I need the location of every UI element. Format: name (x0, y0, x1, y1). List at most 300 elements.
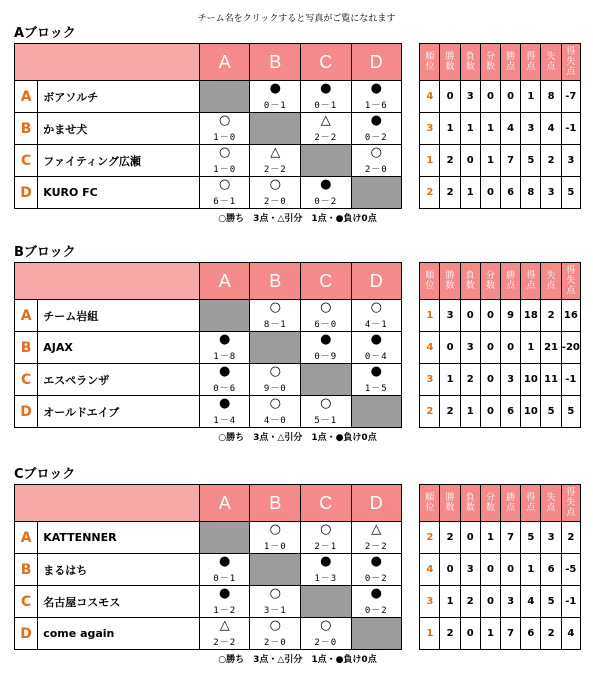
stat-value: 2 (440, 618, 460, 650)
header-row (15, 485, 581, 522)
stat-header (541, 263, 561, 300)
team-name-link[interactable]: KATTENNER (38, 522, 200, 554)
result-mark: △ (320, 113, 331, 128)
stat-header (480, 44, 500, 81)
self-match-cell (351, 618, 402, 650)
stat-header (501, 263, 521, 300)
result-score: 0－2 (364, 133, 388, 143)
team-row (15, 618, 581, 650)
self-match-cell (301, 364, 352, 396)
block-title: Cブロック (14, 467, 76, 482)
result-score: 2－2 (213, 638, 237, 648)
match-result-cell (199, 396, 250, 428)
team-row (15, 396, 581, 428)
stat-header-label: 負数 (465, 493, 475, 513)
rank-value: 2 (420, 522, 440, 554)
stat-header (420, 44, 440, 81)
result-mark: ● (269, 81, 281, 96)
result-mark: ● (219, 554, 231, 569)
result-mark: ● (320, 81, 332, 96)
team-name-link[interactable]: エスペランザ (38, 364, 200, 396)
header-blank-cell (15, 44, 200, 81)
rank-value: 4 (420, 81, 440, 113)
self-match-cell (351, 396, 402, 428)
result-mark: ● (320, 554, 332, 569)
match-result-cell (351, 522, 402, 554)
result-score: 1－0 (213, 133, 237, 143)
match-result-cell (250, 586, 301, 618)
self-match-cell (301, 145, 352, 177)
stat-header (460, 263, 480, 300)
stat-value: 16 (561, 300, 580, 332)
match-result-cell (199, 145, 250, 177)
result-mark: ○ (269, 364, 281, 379)
stat-value: 5 (541, 396, 561, 428)
result-score: 5－1 (314, 416, 338, 426)
spacer-cell (402, 618, 420, 650)
self-match-cell (301, 586, 352, 618)
team-letter: C (15, 364, 38, 396)
result-mark: ○ (269, 618, 281, 633)
result-mark: ○ (370, 145, 382, 160)
team-letter: B (15, 554, 38, 586)
spacer-cell (402, 81, 420, 113)
stat-value: 6 (501, 396, 521, 428)
team-name-link[interactable]: come again (38, 618, 200, 650)
stat-value: 2 (541, 300, 561, 332)
stat-header (420, 485, 440, 522)
column-header-d: D (351, 485, 402, 522)
standings-table (14, 43, 581, 209)
header-row (15, 263, 581, 300)
stat-value: 0 (480, 364, 500, 396)
team-name-link[interactable]: かませ犬 (38, 113, 200, 145)
team-row (15, 113, 581, 145)
stat-header-label: 勝数 (445, 52, 455, 72)
stat-header (480, 263, 500, 300)
stat-value: 6 (541, 554, 561, 586)
result-score: 2－0 (263, 197, 287, 207)
match-result-cell (351, 81, 402, 113)
stat-value: 10 (521, 396, 541, 428)
team-name-link[interactable]: オールドエイブ (38, 396, 200, 428)
match-result-cell (301, 554, 352, 586)
column-header-c: C (301, 44, 352, 81)
match-result-cell (301, 396, 352, 428)
column-header-a: A (199, 485, 250, 522)
stat-value: 8 (521, 177, 541, 209)
header-row (15, 44, 581, 81)
stat-header-label: 分数 (485, 493, 495, 513)
stat-value: 0 (440, 81, 460, 113)
stat-value: -1 (561, 113, 580, 145)
result-score: 1－5 (364, 384, 388, 394)
stat-value: 1 (440, 586, 460, 618)
stat-header (541, 485, 561, 522)
points-legend: ○勝ち 3点・△引分 1点・●負け0点 (218, 214, 377, 224)
stat-header-label: 勝点 (506, 52, 516, 72)
stat-value: 1 (440, 113, 460, 145)
team-name-link[interactable]: AJAX (38, 332, 200, 364)
stat-value: 0 (440, 554, 460, 586)
rank-value: 4 (420, 332, 440, 364)
result-mark: ○ (269, 396, 281, 411)
result-score: 0－2 (314, 197, 338, 207)
stat-value: 11 (541, 364, 561, 396)
stat-value: 2 (440, 522, 460, 554)
points-legend: ○勝ち 3点・△引分 1点・●負け0点 (218, 655, 377, 665)
match-result-cell (351, 332, 402, 364)
match-result-cell (351, 364, 402, 396)
team-row (15, 554, 581, 586)
stat-header (521, 263, 541, 300)
spacer-cell (402, 554, 420, 586)
spacer-cell (402, 44, 420, 81)
team-row (15, 332, 581, 364)
team-letter: D (15, 618, 38, 650)
match-result-cell (301, 113, 352, 145)
stat-header (460, 44, 480, 81)
self-match-cell (351, 177, 402, 209)
stat-header-label: 順位 (425, 52, 435, 72)
match-result-cell (199, 364, 250, 396)
result-mark: △ (219, 618, 230, 633)
stat-value: 4 (521, 586, 541, 618)
stat-value: 6 (501, 177, 521, 209)
spacer-cell (402, 586, 420, 618)
match-result-cell (351, 113, 402, 145)
result-mark: ○ (269, 300, 281, 315)
result-score: 0－1 (213, 574, 237, 584)
team-row (15, 522, 581, 554)
stat-header-label: 勝数 (445, 493, 455, 513)
result-score: 2－0 (263, 638, 287, 648)
column-header-b: B (250, 485, 301, 522)
column-header-a: A (199, 263, 250, 300)
standings-table (14, 262, 581, 428)
result-score: 2－1 (314, 542, 338, 552)
stat-value: 2 (561, 522, 580, 554)
stat-value: 3 (541, 177, 561, 209)
column-header-a: A (199, 44, 250, 81)
match-result-cell (301, 522, 352, 554)
team-row (15, 81, 581, 113)
stat-value: 0 (501, 554, 521, 586)
result-mark: ○ (269, 586, 281, 601)
stat-header-label: 勝点 (506, 493, 516, 513)
spacer-cell (402, 263, 420, 300)
team-letter: A (15, 522, 38, 554)
match-result-cell (301, 618, 352, 650)
team-letter: D (15, 177, 38, 209)
column-header-b: B (250, 44, 301, 81)
result-score: 4－1 (364, 320, 388, 330)
rank-value: 1 (420, 300, 440, 332)
spacer-cell (402, 485, 420, 522)
result-mark: ● (219, 586, 231, 601)
stat-value: -7 (561, 81, 580, 113)
header-blank-cell (15, 263, 200, 300)
stat-value: 0 (480, 396, 500, 428)
result-mark: ○ (320, 396, 332, 411)
self-match-cell (199, 81, 250, 113)
stat-value: -1 (561, 364, 580, 396)
stat-header (480, 485, 500, 522)
team-row (15, 364, 581, 396)
result-score: 9－0 (263, 384, 287, 394)
match-result-cell (351, 300, 402, 332)
team-row (15, 300, 581, 332)
match-result-cell (250, 396, 301, 428)
stat-value: 0 (480, 300, 500, 332)
stat-value: -5 (561, 554, 580, 586)
stat-value: 4 (561, 618, 580, 650)
result-score: 6－1 (213, 197, 237, 207)
team-name-link[interactable]: まるはち (38, 554, 200, 586)
stat-header (521, 44, 541, 81)
result-score: 8－1 (263, 320, 287, 330)
stat-value: 2 (440, 145, 460, 177)
stat-value: 2 (460, 586, 480, 618)
stat-value: 1 (521, 554, 541, 586)
result-score: 0－1 (314, 101, 338, 111)
stat-value: 7 (501, 145, 521, 177)
result-mark: ● (370, 113, 382, 128)
stat-value: 3 (501, 364, 521, 396)
result-score: 3－1 (263, 606, 287, 616)
self-match-cell (199, 300, 250, 332)
spacer-cell (402, 145, 420, 177)
stat-value: 0 (460, 145, 480, 177)
match-result-cell (199, 113, 250, 145)
stat-header-label: 負数 (465, 271, 475, 291)
result-score: 0－6 (213, 384, 237, 394)
stat-value: 7 (501, 522, 521, 554)
block-title: Aブロック (14, 26, 76, 41)
result-score: 0－2 (364, 606, 388, 616)
spacer-cell (402, 396, 420, 428)
result-mark: ● (370, 332, 382, 347)
result-mark: ● (219, 396, 231, 411)
match-result-cell (199, 554, 250, 586)
team-row (15, 177, 581, 209)
stat-header (501, 485, 521, 522)
stat-header-label: 失点 (546, 271, 556, 291)
block-b (14, 245, 581, 443)
result-score: 0－2 (364, 574, 388, 584)
stat-value: 2 (440, 177, 460, 209)
team-name-link[interactable]: 名古屋コスモス (38, 586, 200, 618)
result-mark: ● (219, 332, 231, 347)
result-score: 1－2 (213, 606, 237, 616)
column-header-c: C (301, 485, 352, 522)
match-result-cell (351, 554, 402, 586)
match-result-cell (301, 300, 352, 332)
stat-header-label: 勝数 (445, 271, 455, 291)
self-match-cell (250, 113, 301, 145)
stat-value: 5 (541, 586, 561, 618)
stat-value: 4 (501, 113, 521, 145)
stat-header-label: 得点 (526, 493, 536, 513)
result-score: 0－4 (364, 352, 388, 362)
stat-value: 0 (480, 586, 500, 618)
self-match-cell (250, 554, 301, 586)
result-score: 4－0 (263, 416, 287, 426)
stat-value: -20 (561, 332, 580, 364)
stat-value: 5 (561, 177, 580, 209)
header-blank-cell (15, 485, 200, 522)
standings-table (14, 484, 581, 650)
self-match-cell (199, 522, 250, 554)
stat-header (440, 44, 460, 81)
stat-value: 1 (480, 618, 500, 650)
result-score: 2－2 (263, 165, 287, 175)
stat-header-label: 順位 (425, 493, 435, 513)
result-score: 1－6 (364, 101, 388, 111)
result-score: 1－8 (213, 352, 237, 362)
stat-value: 5 (561, 396, 580, 428)
rank-value: 3 (420, 113, 440, 145)
team-name-link[interactable]: チーム岩組 (38, 300, 200, 332)
stat-value: 8 (541, 81, 561, 113)
result-mark: ● (219, 364, 231, 379)
stat-value: 10 (521, 364, 541, 396)
stat-value: 9 (501, 300, 521, 332)
result-score: 2－2 (364, 542, 388, 552)
block-a (14, 26, 581, 224)
match-result-cell (199, 618, 250, 650)
stat-header (440, 485, 460, 522)
stat-value: 3 (460, 81, 480, 113)
column-header-d: D (351, 263, 402, 300)
stat-value: 0 (501, 81, 521, 113)
stat-value: 3 (460, 332, 480, 364)
stat-header (561, 44, 580, 81)
team-name-link[interactable]: ファイティング広瀬 (38, 145, 200, 177)
rank-value: 1 (420, 618, 440, 650)
stat-header (460, 485, 480, 522)
stat-header-label: 負数 (465, 52, 475, 72)
stat-header-label: 得失点 (566, 47, 576, 77)
team-name-link[interactable]: ボアソルチ (38, 81, 200, 113)
team-letter: A (15, 81, 38, 113)
stat-header (561, 485, 580, 522)
stat-header-label: 得点 (526, 271, 536, 291)
points-legend: ○勝ち 3点・△引分 1点・●負け0点 (218, 433, 377, 443)
stat-value: 3 (561, 145, 580, 177)
stat-value: 1 (460, 113, 480, 145)
rank-value: 4 (420, 554, 440, 586)
match-result-cell (250, 618, 301, 650)
result-score: 1－0 (263, 542, 287, 552)
column-header-b: B (250, 263, 301, 300)
team-letter: A (15, 300, 38, 332)
stat-header-label: 失点 (546, 493, 556, 513)
spacer-cell (402, 113, 420, 145)
match-result-cell (250, 522, 301, 554)
stat-header-label: 失点 (546, 52, 556, 72)
block-c (14, 467, 581, 665)
result-score: 2－0 (314, 638, 338, 648)
result-mark: ○ (320, 618, 332, 633)
spacer-cell (402, 364, 420, 396)
result-score: 0－1 (263, 101, 287, 111)
stat-value: 0 (480, 177, 500, 209)
column-header-c: C (301, 263, 352, 300)
team-row (15, 145, 581, 177)
spacer-cell (402, 522, 420, 554)
stat-value: 0 (440, 332, 460, 364)
stat-header-label: 得失点 (566, 488, 576, 518)
stat-value: 0 (480, 554, 500, 586)
result-mark: ● (370, 81, 382, 96)
match-result-cell (250, 81, 301, 113)
spacer-cell (402, 332, 420, 364)
stat-value: 6 (521, 618, 541, 650)
match-result-cell (351, 586, 402, 618)
result-mark: ○ (320, 300, 332, 315)
stat-value: 1 (480, 113, 500, 145)
match-result-cell (199, 332, 250, 364)
stat-value: 5 (521, 145, 541, 177)
spacer-cell (402, 300, 420, 332)
result-score: 1－3 (314, 574, 338, 584)
rank-value: 1 (420, 145, 440, 177)
stat-header-label: 得点 (526, 52, 536, 72)
result-mark: ● (370, 554, 382, 569)
stat-value: 0 (480, 81, 500, 113)
result-mark: ● (320, 332, 332, 347)
stat-value: 0 (501, 332, 521, 364)
result-mark: ○ (219, 145, 231, 160)
team-row (15, 586, 581, 618)
rank-value: 3 (420, 364, 440, 396)
stat-value: 5 (521, 522, 541, 554)
stat-value: 2 (541, 618, 561, 650)
stat-header (561, 263, 580, 300)
result-score: 0－9 (314, 352, 338, 362)
match-result-cell (301, 332, 352, 364)
rank-value: 2 (420, 177, 440, 209)
stat-value: 1 (460, 396, 480, 428)
stat-value: 7 (501, 618, 521, 650)
match-result-cell (351, 145, 402, 177)
match-result-cell (301, 177, 352, 209)
stat-value: 3 (541, 522, 561, 554)
result-score: 2－0 (364, 165, 388, 175)
result-mark: △ (270, 145, 281, 160)
match-result-cell (250, 300, 301, 332)
result-mark: ○ (320, 522, 332, 537)
stat-value: 0 (460, 618, 480, 650)
rank-value: 3 (420, 586, 440, 618)
result-mark: ● (370, 364, 382, 379)
team-name-link[interactable]: KURO FC (38, 177, 200, 209)
match-result-cell (250, 364, 301, 396)
stat-value: 1 (480, 522, 500, 554)
stat-value: 2 (460, 364, 480, 396)
match-result-cell (199, 586, 250, 618)
stat-header-label: 得失点 (566, 266, 576, 296)
result-mark: ● (320, 177, 332, 192)
stat-value: 3 (501, 586, 521, 618)
stat-value: 1 (521, 332, 541, 364)
result-mark: ○ (370, 300, 382, 315)
self-match-cell (250, 332, 301, 364)
stat-value: 3 (440, 300, 460, 332)
stat-value: 2 (440, 396, 460, 428)
rank-value: 2 (420, 396, 440, 428)
